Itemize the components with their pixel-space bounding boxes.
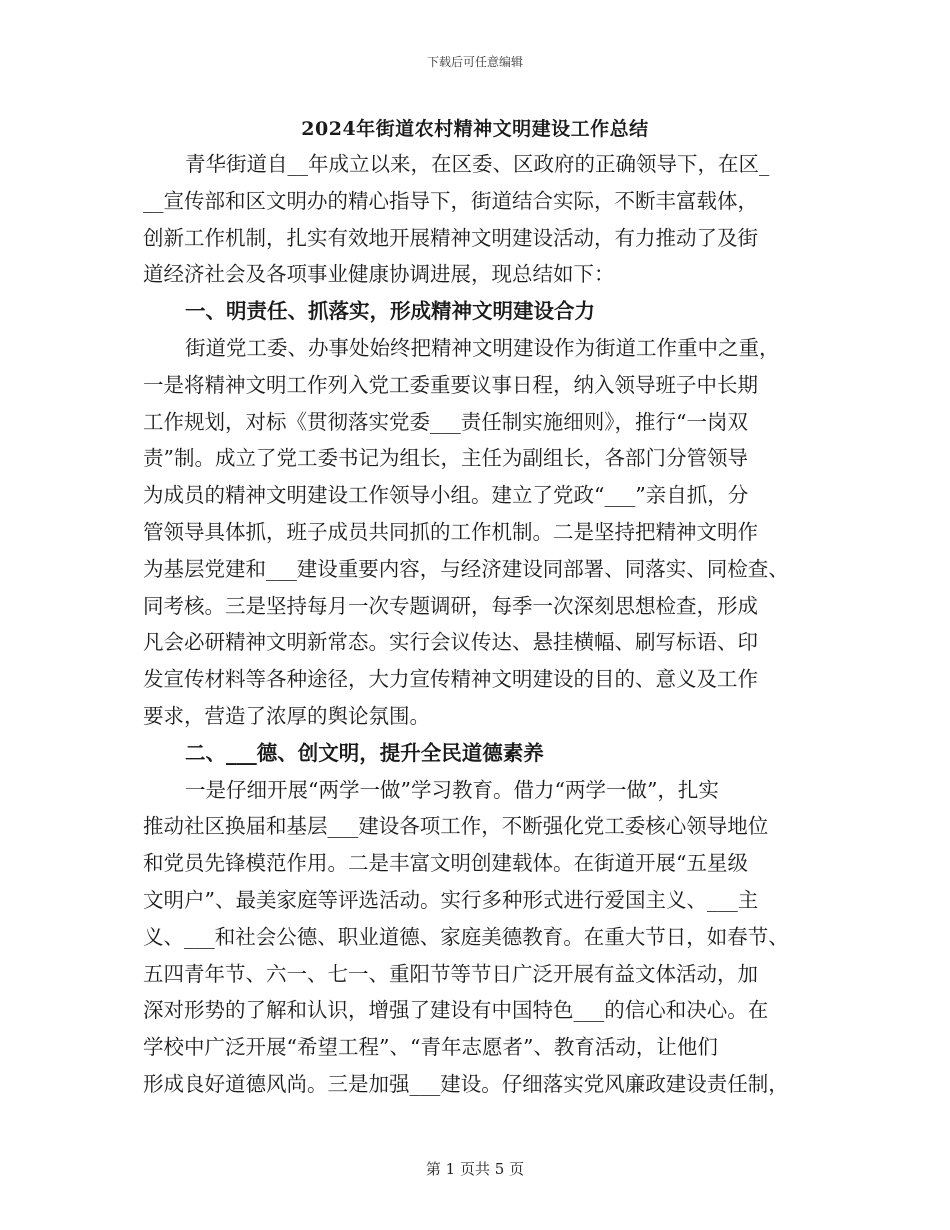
document-title: 2024年街道农村精神文明建设工作总结 — [301, 118, 649, 140]
body-text-line: 一是将精神文明工作列入党工委重要议事日程，纳入领导班子中长期 — [143, 372, 758, 397]
body-text-line: 责”制。成立了党工委书记为组长，主任为副组长，各部门分管领导 — [143, 446, 748, 471]
document-body — [143, 146, 823, 1103]
body-text-line: 同考核。三是坚持每月一次专题调研，每季一次深刻思想检查，形成 — [143, 593, 758, 618]
page-footer: 第 1 页共 5 页 — [425, 1160, 525, 1178]
body-text-line: 道经济社会及各项事业健康协调进展，现总结如下： — [143, 262, 615, 287]
body-text-line: 要求，营造了浓厚的舆论氛围。 — [143, 703, 430, 728]
body-text-line: 为基层党建和___建设重要内容，与经济建设同部署、同落实、同检查、 — [143, 556, 789, 581]
body-text-line: 义、___和社会公德、职业道德、家庭美德教育。在重大节日，如春节、 — [143, 924, 789, 949]
body-text-line: 管领导具体抓，班子成员共同抓的工作机制。二是坚持把精神文明作 — [143, 519, 758, 544]
body-text-line: 为成员的精神文明建设工作领导小组。建立了党政“___”亲自抓，分 — [143, 483, 749, 508]
body-text-line: 五四青年节、六一、七一、重阳节等节日广泛开展有益文体活动，加 — [143, 961, 758, 986]
body-text-line: 发宣传材料等各种途径，大力宣传精神文明建设的目的、意义及工作 — [143, 667, 758, 692]
body-text-line: 和党员先锋模范作用。二是丰富文明创建载体。在街道开展“五星级 — [143, 851, 748, 876]
body-text-line: 深对形势的了解和认识，增强了建设有中国特色___的信心和决心。在 — [143, 998, 769, 1023]
body-text-line: 工作规划，对标《贯彻落实党委___责任制实施细则》，推行“一岗双 — [143, 409, 748, 434]
header-note: 下载后可任意编辑 — [426, 55, 523, 69]
section-heading: 二、___德、创文明，提升全民道德素养 — [185, 740, 544, 765]
body-text-line: 学校中广泛开展“希望工程”、“青年志愿者”、教育活动，让他们 — [143, 1035, 718, 1060]
body-text-line: 街道党工委、办事处始终把精神文明建设作为街道工作重中之重， — [185, 335, 780, 360]
body-text-line: 一是仔细开展“两学一做”学习教育。借力“两学一做”，扎实 — [185, 777, 719, 802]
body-text-line: 形成良好道德风尚。三是加强___建设。仔细落实党风廉政建设责任制， — [143, 1071, 789, 1096]
section-heading: 一、明责任、抓落实，形成精神文明建设合力 — [185, 299, 595, 324]
body-text-line: 推动社区换届和基层___建设各项工作，不断强化党工委核心领导地位 — [143, 814, 769, 839]
body-text-line: __宣传部和区文明办的精心指导下，街道结合实际，不断丰富载体， — [143, 188, 758, 213]
body-text-line: 文明户”、最美家庭等评选活动。实行多种形式进行爱国主义、___主 — [143, 887, 759, 912]
body-text-line: 青华街道自__年成立以来，在区委、区政府的正确领导下，在区_ — [185, 152, 770, 176]
body-text-line: 创新工作机制，扎实有效地开展精神文明建设活动，有力推动了及街 — [143, 225, 758, 250]
body-text-line: 凡会必研精神文明新常态。实行会议传达、悬挂横幅、刷写标语、印 — [143, 630, 758, 655]
